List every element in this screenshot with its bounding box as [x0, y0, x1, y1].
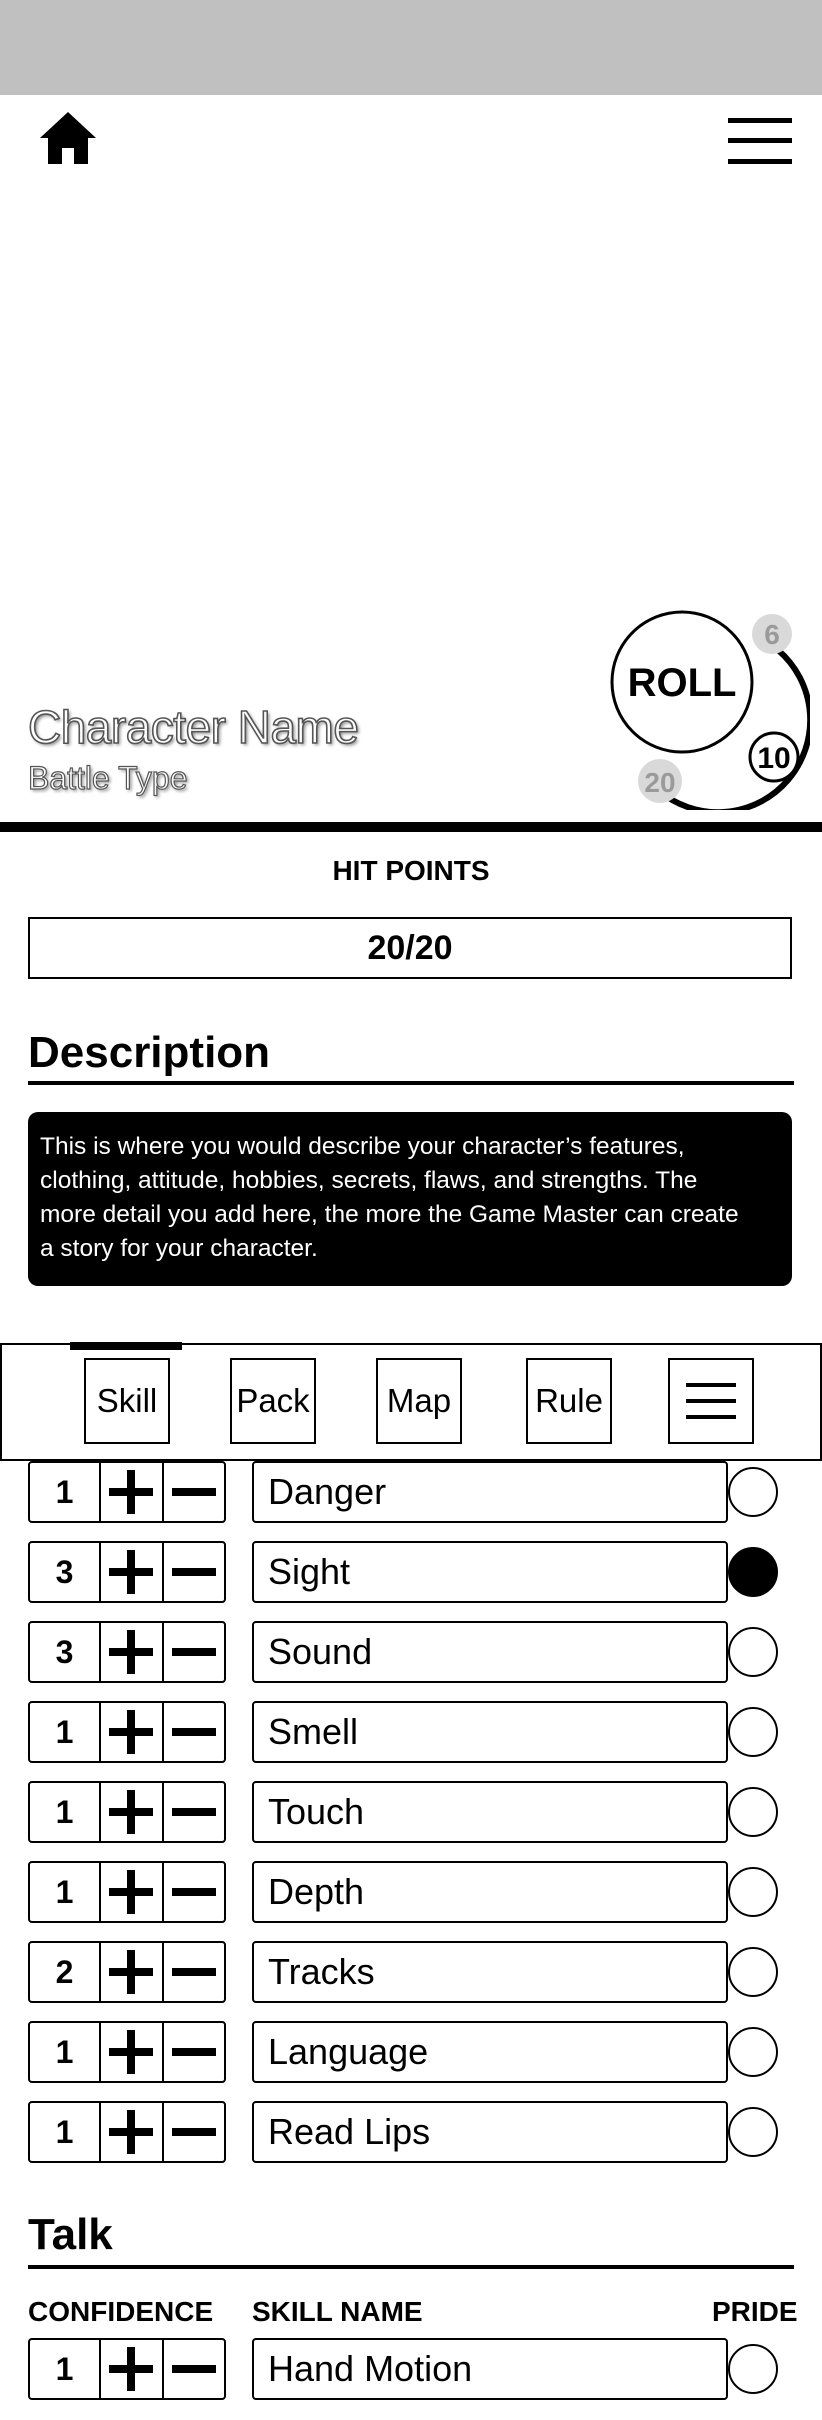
die-10-label: 10 [757, 742, 791, 775]
description-line: This is where you would describe your character’s features, [40, 1133, 685, 1160]
skill-row [28, 1941, 798, 2003]
skill-name-field[interactable]: Danger [252, 1461, 728, 1523]
header-divider [0, 822, 822, 832]
increment-button[interactable] [101, 1703, 163, 1761]
plus-icon [109, 1790, 153, 1834]
decrement-button[interactable] [164, 1943, 224, 2001]
minus-icon [172, 2110, 216, 2154]
increment-button[interactable] [101, 1783, 163, 1841]
increment-button[interactable] [101, 1863, 163, 1921]
skill-row [28, 1461, 798, 1523]
confidence-value: 1 [30, 2023, 101, 2081]
pride-toggle[interactable] [728, 2027, 778, 2077]
confidence-stepper [28, 1781, 226, 1843]
skill-name-column-header: SKILL NAME [252, 2296, 423, 2327]
decrement-button[interactable] [164, 2340, 224, 2398]
description-line: a story for your character. [40, 1235, 318, 1262]
minus-icon [172, 1630, 216, 1674]
confidence-stepper [28, 1941, 226, 2003]
confidence-value: 3 [30, 1623, 101, 1681]
confidence-stepper [28, 2101, 226, 2163]
skill-name-field[interactable]: Sight [252, 1541, 728, 1603]
pride-toggle[interactable] [728, 2107, 778, 2157]
skill-row [28, 1541, 798, 1603]
tab-skill[interactable] [84, 1358, 170, 1444]
increment-button[interactable] [101, 2103, 163, 2161]
tab-rule-label: Rule [535, 1382, 603, 1419]
skill-name-field[interactable]: Smell [252, 1701, 728, 1763]
tab-map-label: Map [386, 1382, 452, 1419]
confidence-value: 1 [30, 2103, 101, 2161]
description-line: more detail you add here, the more the Game Master can create [40, 1201, 739, 1228]
description-title: Description [28, 1028, 271, 1077]
battle-type[interactable]: Battle Type [28, 760, 188, 796]
plus-icon [109, 2110, 153, 2154]
skill-row [28, 1861, 798, 1923]
home-icon[interactable] [38, 110, 98, 166]
pride-toggle[interactable] [728, 1867, 778, 1917]
description-text[interactable] [28, 1112, 792, 1286]
talk-title: Talk [28, 2210, 113, 2259]
pride-toggle[interactable] [728, 1467, 778, 1517]
decrement-button[interactable] [164, 1623, 224, 1681]
pride-toggle[interactable] [728, 1547, 778, 1597]
tab-pack[interactable] [230, 1358, 316, 1444]
confidence-value: 2 [30, 1943, 101, 2001]
skill-row [28, 1781, 798, 1843]
minus-icon [172, 1710, 216, 1754]
decrement-button[interactable] [164, 2023, 224, 2081]
roll-label: ROLL [627, 661, 737, 705]
hit-points-field[interactable] [28, 917, 792, 979]
talk-rule [28, 2265, 794, 2269]
skill-row [28, 1621, 798, 1683]
tab-skill-label: Skill [96, 1382, 158, 1419]
plus-icon [109, 2030, 153, 2074]
plus-icon [109, 1550, 153, 1594]
skill-name-field[interactable]: Sound [252, 1621, 728, 1683]
description-rule [28, 1081, 794, 1085]
description-line: clothing, attitude, hobbies, secrets, flaws, and strengths. The [40, 1167, 698, 1194]
minus-icon [172, 1870, 216, 1914]
confidence-stepper [28, 2338, 226, 2400]
pride-toggle[interactable] [728, 1707, 778, 1757]
increment-button[interactable] [101, 1943, 163, 2001]
hit-points-value: 20/20 [367, 928, 453, 967]
die-6-label: 6 [764, 619, 780, 650]
minus-icon [172, 1950, 216, 1994]
skill-name-field[interactable]: Read Lips [252, 2101, 728, 2163]
confidence-value: 1 [30, 1783, 101, 1841]
confidence-stepper [28, 1621, 226, 1683]
confidence-value: 1 [30, 2340, 101, 2398]
tab-more[interactable] [668, 1358, 754, 1444]
skill-name-field[interactable]: Language [252, 2021, 728, 2083]
skill-name-field[interactable]: Depth [252, 1861, 728, 1923]
decrement-button[interactable] [164, 1703, 224, 1761]
decrement-button[interactable] [164, 1463, 224, 1521]
plus-icon [109, 1870, 153, 1914]
decrement-button[interactable] [164, 1543, 224, 1601]
tab-pack-label: Pack [236, 1382, 310, 1419]
minus-icon [172, 2347, 216, 2391]
decrement-button[interactable] [164, 1783, 224, 1841]
character-name[interactable]: Character Name [28, 701, 359, 753]
minus-icon [172, 2030, 216, 2074]
skill-name-field[interactable]: Hand Motion [252, 2338, 728, 2400]
hit-points-label: HIT POINTS [332, 855, 490, 886]
status-bar [0, 0, 822, 95]
pride-toggle[interactable] [728, 1787, 778, 1837]
confidence-stepper [28, 1861, 226, 1923]
increment-button[interactable] [101, 1623, 163, 1681]
skill-row [28, 1701, 798, 1763]
minus-icon [172, 1790, 216, 1834]
minus-icon [172, 1550, 216, 1594]
skill-row [28, 2021, 798, 2083]
plus-icon [109, 1630, 153, 1674]
increment-button[interactable] [101, 2340, 163, 2398]
plus-icon [109, 1950, 153, 1994]
pride-toggle[interactable] [728, 1947, 778, 1997]
plus-icon [109, 1710, 153, 1754]
decrement-button[interactable] [164, 2103, 224, 2161]
confidence-value: 1 [30, 1703, 101, 1761]
pride-column-header: PRIDE [712, 2296, 798, 2327]
skill-row [28, 2101, 798, 2163]
confidence-value: 3 [30, 1543, 101, 1601]
die-20-label: 20 [644, 767, 676, 798]
skill-name-field[interactable]: Touch [252, 1781, 728, 1843]
plus-icon [109, 1470, 153, 1514]
pride-toggle[interactable] [728, 2344, 778, 2394]
minus-icon [172, 1470, 216, 1514]
skill-row [28, 2338, 798, 2400]
hamburger-menu-icon [686, 1383, 736, 1419]
confidence-stepper [28, 1541, 226, 1603]
skill-name-field[interactable]: Tracks [252, 1941, 728, 2003]
plus-icon [109, 2347, 153, 2391]
tab-rule[interactable] [526, 1358, 612, 1444]
dice-roll-widget[interactable] [600, 600, 810, 810]
hamburger-menu-icon[interactable] [728, 118, 792, 164]
confidence-column-header: CONFIDENCE [28, 2296, 214, 2327]
confidence-stepper [28, 2021, 226, 2083]
active-tab-indicator [70, 1342, 182, 1350]
increment-button[interactable] [101, 2023, 163, 2081]
tab-map[interactable] [376, 1358, 462, 1444]
increment-button[interactable] [101, 1463, 163, 1521]
confidence-stepper [28, 1461, 226, 1523]
confidence-value: 1 [30, 1463, 101, 1521]
confidence-stepper [28, 1701, 226, 1763]
increment-button[interactable] [101, 1543, 163, 1601]
decrement-button[interactable] [164, 1863, 224, 1921]
confidence-value: 1 [30, 1863, 101, 1921]
pride-toggle[interactable] [728, 1627, 778, 1677]
